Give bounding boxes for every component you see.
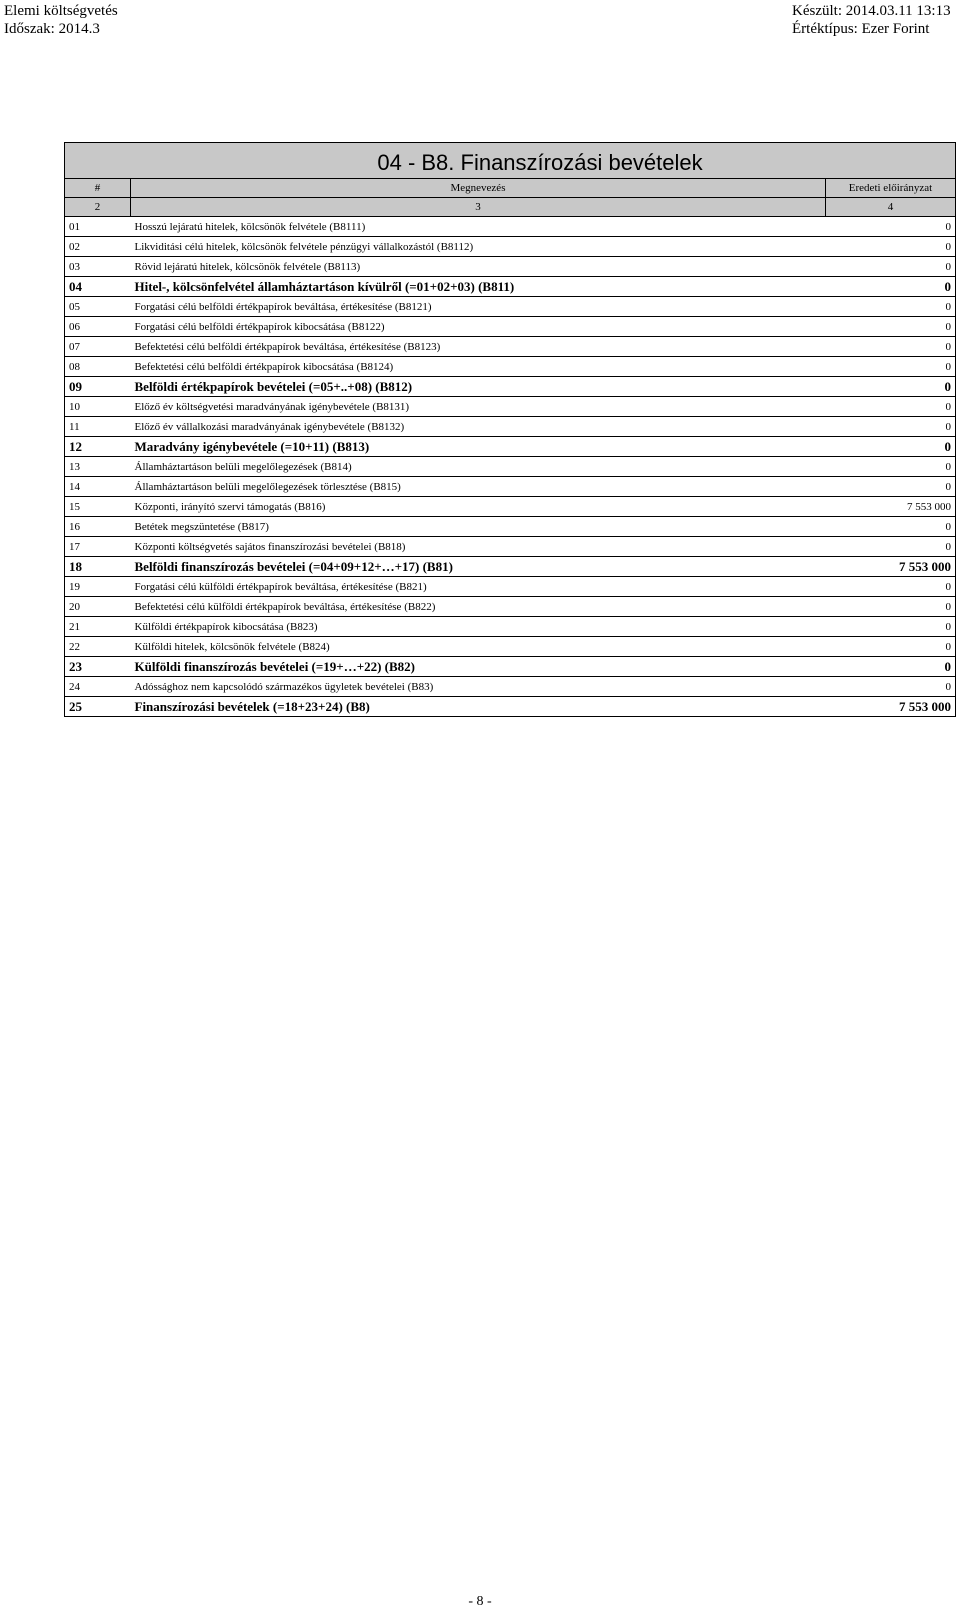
row-value: 7 553 000	[825, 697, 955, 717]
row-value: 0	[825, 297, 955, 317]
row-value: 0	[825, 437, 955, 457]
row-value: 0	[825, 317, 955, 337]
row-number: 24	[65, 677, 131, 697]
table-row	[65, 297, 956, 317]
row-number: 11	[65, 417, 131, 437]
table-row	[65, 357, 956, 377]
row-value: 0	[825, 617, 955, 637]
row-name: Betétek megszüntetése (B817)	[131, 517, 826, 537]
row-number: 08	[65, 357, 131, 377]
row-name: Belföldi értékpapírok bevételei (=05+..+08) (B812)	[131, 377, 826, 397]
table-row-subtotal	[65, 557, 956, 577]
table-row	[65, 497, 956, 517]
row-name: Külföldi finanszírozás bevételei (=19+…+22) (B82)	[131, 657, 826, 677]
row-value: 0	[825, 457, 955, 477]
table-row	[65, 257, 956, 277]
row-number: 01	[65, 217, 131, 237]
row-value: 0	[825, 677, 955, 697]
row-value: 0	[825, 417, 955, 437]
table-row-subtotal	[65, 277, 956, 297]
row-name: Külföldi hitelek, kölcsönök felvétele (B824)	[131, 637, 826, 657]
row-name: Befektetési célú belföldi értékpapírok kibocsátása (B8124)	[131, 357, 826, 377]
row-value: 0	[825, 397, 955, 417]
row-number: 14	[65, 477, 131, 497]
row-value: 0	[825, 657, 955, 677]
row-number: 13	[65, 457, 131, 477]
row-name: Rövid lejáratú hitelek, kölcsönök felvétele (B8113)	[131, 257, 826, 277]
period-label: Időszak: 2014.3	[4, 21, 100, 37]
column-number-4: 4	[825, 198, 955, 217]
table-title: 04 - B8. Finanszírozási bevételek	[377, 150, 703, 175]
row-name: Központi költségvetés sajátos finanszírozási bevételei (B818)	[131, 537, 826, 557]
row-number: 06	[65, 317, 131, 337]
table-row-subtotal	[65, 437, 956, 457]
row-value: 0	[825, 637, 955, 657]
row-value: 7 553 000	[825, 497, 955, 517]
table-row	[65, 397, 956, 417]
row-value: 0	[825, 217, 955, 237]
row-number: 09	[65, 377, 131, 397]
row-value: 0	[825, 277, 955, 297]
row-name: Befektetési célú belföldi értékpapírok beváltása, értékesítése (B8123)	[131, 337, 826, 357]
row-number: 17	[65, 537, 131, 557]
column-header-original-appropriation: Eredeti előirányzat	[825, 179, 955, 198]
row-value: 0	[825, 477, 955, 497]
row-name: Külföldi értékpapírok kibocsátása (B823)	[131, 617, 826, 637]
row-number: 10	[65, 397, 131, 417]
row-name: Forgatási célú belföldi értékpapírok beváltása, értékesítése (B8121)	[131, 297, 826, 317]
created-timestamp: Készült: 2014.03.11 13:13	[792, 3, 951, 19]
row-number: 07	[65, 337, 131, 357]
row-number: 19	[65, 577, 131, 597]
table-row	[65, 517, 956, 537]
financing-revenue-table	[64, 142, 956, 717]
row-value: 0	[825, 537, 955, 557]
row-value: 0	[825, 237, 955, 257]
table-row	[65, 237, 956, 257]
row-name: Befektetési célú külföldi értékpapírok beváltása, értékesítése (B822)	[131, 597, 826, 617]
table-row-subtotal	[65, 657, 956, 677]
row-name: Hosszú lejáratú hitelek, kölcsönök felvétele (B8111)	[131, 217, 826, 237]
table-row	[65, 477, 956, 497]
row-number: 22	[65, 637, 131, 657]
table-row	[65, 317, 956, 337]
row-name: Forgatási célú belföldi értékpapírok kibocsátása (B8122)	[131, 317, 826, 337]
table-row	[65, 637, 956, 657]
row-number: 12	[65, 437, 131, 457]
row-name: Maradvány igénybevétele (=10+11) (B813)	[131, 437, 826, 457]
row-value: 0	[825, 257, 955, 277]
row-number: 02	[65, 237, 131, 257]
report-type-label: Elemi költségvetés	[4, 3, 118, 19]
table-row	[65, 597, 956, 617]
row-name: Hitel-, kölcsönfelvétel államháztartáson kívülről (=01+02+03) (B811)	[131, 277, 826, 297]
row-name: Finanszírozási bevételek (=18+23+24) (B8)	[131, 697, 826, 717]
row-name: Központi, irányító szervi támogatás (B816)	[131, 497, 826, 517]
row-number: 05	[65, 297, 131, 317]
column-header-number: #	[65, 179, 131, 198]
column-number-row	[65, 198, 956, 217]
row-name: Adóssághoz nem kapcsolódó származékos ügyletek bevételei (B83)	[131, 677, 826, 697]
row-name: Forgatási célú külföldi értékpapírok beváltása, értékesítése (B821)	[131, 577, 826, 597]
table-row	[65, 677, 956, 697]
table-row	[65, 217, 956, 237]
table-title-row	[65, 143, 956, 179]
row-number: 23	[65, 657, 131, 677]
row-value: 0	[825, 377, 955, 397]
row-number: 18	[65, 557, 131, 577]
row-number: 15	[65, 497, 131, 517]
row-name: Államháztartáson belüli megelőlegezések törlesztése (B815)	[131, 477, 826, 497]
row-value: 0	[825, 577, 955, 597]
table-row	[65, 457, 956, 477]
row-number: 16	[65, 517, 131, 537]
row-number: 03	[65, 257, 131, 277]
row-value: 0	[825, 597, 955, 617]
table-row	[65, 337, 956, 357]
table-row	[65, 617, 956, 637]
row-value: 7 553 000	[825, 557, 955, 577]
page-number: - 8 -	[468, 1594, 492, 1609]
table-row	[65, 417, 956, 437]
row-name: Belföldi finanszírozás bevételei (=04+09+12+…+17) (B81)	[131, 557, 826, 577]
table-row-subtotal	[65, 697, 956, 717]
row-name: Likviditási célú hitelek, kölcsönök felvétele pénzügyi vállalkozástól (B8112)	[131, 237, 826, 257]
row-name: Államháztartáson belüli megelőlegezések (B814)	[131, 457, 826, 477]
column-header-row	[65, 179, 956, 198]
row-number: 20	[65, 597, 131, 617]
row-number: 21	[65, 617, 131, 637]
column-number-3: 3	[131, 198, 826, 217]
row-value: 0	[825, 357, 955, 377]
row-name: Előző év vállalkozási maradványának igénybevétele (B8132)	[131, 417, 826, 437]
row-number: 04	[65, 277, 131, 297]
row-number: 25	[65, 697, 131, 717]
value-type-label: Értéktípus: Ezer Forint	[792, 21, 930, 37]
column-number-2: 2	[65, 198, 131, 217]
table-row	[65, 537, 956, 557]
row-value: 0	[825, 337, 955, 357]
row-name: Előző év költségvetési maradványának igénybevétele (B8131)	[131, 397, 826, 417]
row-value: 0	[825, 517, 955, 537]
table-row-subtotal	[65, 377, 956, 397]
column-header-name: Megnevezés	[131, 179, 826, 198]
table-row	[65, 577, 956, 597]
